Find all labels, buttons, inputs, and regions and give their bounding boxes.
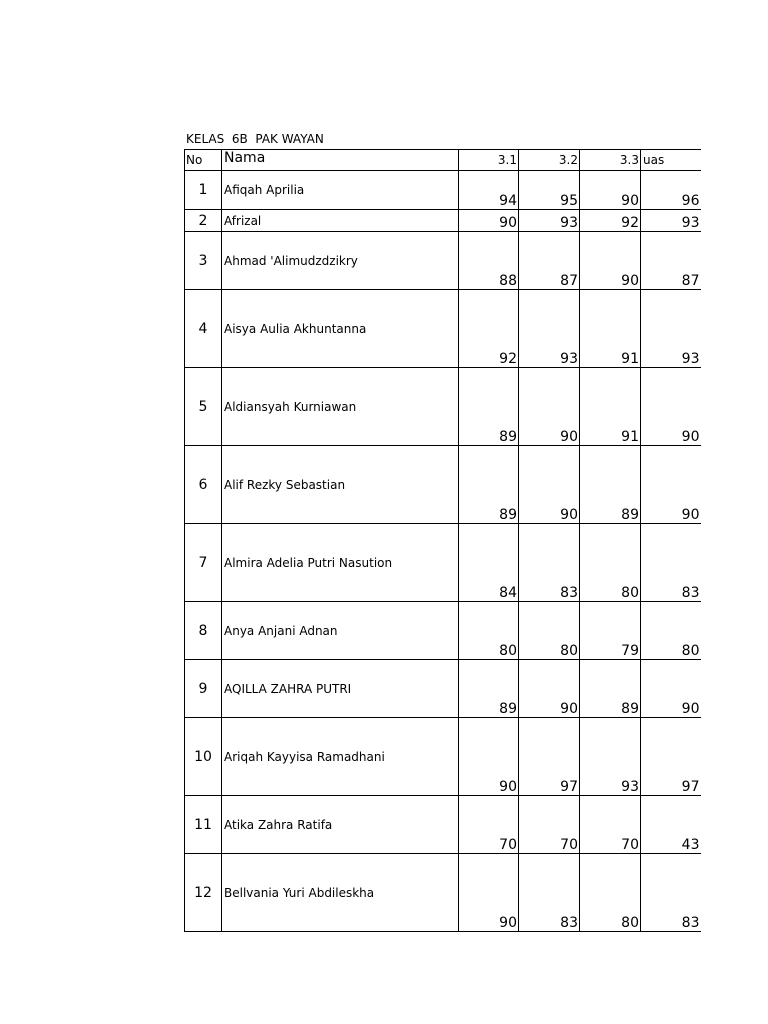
score-3-3: 91 bbox=[580, 368, 641, 446]
score-3-3: 92 bbox=[580, 210, 641, 232]
row-number: 2 bbox=[185, 210, 222, 232]
row-number: 10 bbox=[185, 718, 222, 796]
score-uas: 90 bbox=[641, 446, 701, 524]
row-number: 6 bbox=[185, 446, 222, 524]
score-uas: 87 bbox=[641, 232, 701, 290]
row-number: 7 bbox=[185, 524, 222, 602]
table-row bbox=[185, 524, 701, 602]
header-row bbox=[185, 150, 701, 171]
score-3-1: 70 bbox=[459, 796, 519, 854]
row-number: 11 bbox=[185, 796, 222, 854]
score-uas: 83 bbox=[641, 854, 701, 932]
score-3-1: 90 bbox=[459, 210, 519, 232]
header-score-3-1: 3.1 bbox=[459, 150, 519, 171]
score-3-3: 80 bbox=[580, 524, 641, 602]
score-uas: 93 bbox=[641, 290, 701, 368]
score-3-3: 91 bbox=[580, 290, 641, 368]
score-3-1: 80 bbox=[459, 602, 519, 660]
score-3-1: 89 bbox=[459, 660, 519, 718]
table-row bbox=[185, 368, 701, 446]
score-3-2: 90 bbox=[519, 660, 580, 718]
score-uas: 96 bbox=[641, 171, 701, 210]
score-3-1: 88 bbox=[459, 232, 519, 290]
score-3-2: 83 bbox=[519, 524, 580, 602]
table-row bbox=[185, 602, 701, 660]
table-row bbox=[185, 232, 701, 290]
score-uas: 90 bbox=[641, 368, 701, 446]
score-3-1: 89 bbox=[459, 368, 519, 446]
score-3-2: 90 bbox=[519, 368, 580, 446]
score-3-3: 70 bbox=[580, 796, 641, 854]
row-number: 9 bbox=[185, 660, 222, 718]
score-3-3: 80 bbox=[580, 854, 641, 932]
table-row bbox=[185, 446, 701, 524]
table-row bbox=[185, 290, 701, 368]
score-3-2: 70 bbox=[519, 796, 580, 854]
table-row bbox=[185, 854, 701, 932]
student-name: Ahmad 'Alimudzdzikry bbox=[222, 232, 459, 290]
score-3-1: 94 bbox=[459, 171, 519, 210]
score-3-2: 93 bbox=[519, 290, 580, 368]
header-score-3-3: 3.3 bbox=[580, 150, 641, 171]
score-3-2: 95 bbox=[519, 171, 580, 210]
score-3-1: 90 bbox=[459, 854, 519, 932]
student-name: Almira Adelia Putri Nasution bbox=[222, 524, 459, 602]
score-3-3: 90 bbox=[580, 232, 641, 290]
score-3-3: 90 bbox=[580, 171, 641, 210]
student-name: Ariqah Kayyisa Ramadhani bbox=[222, 718, 459, 796]
score-uas: 93 bbox=[641, 210, 701, 232]
score-3-3: 89 bbox=[580, 660, 641, 718]
row-number: 5 bbox=[185, 368, 222, 446]
student-name: Afrizal bbox=[222, 210, 459, 232]
score-3-1: 92 bbox=[459, 290, 519, 368]
score-3-3: 89 bbox=[580, 446, 641, 524]
row-number: 3 bbox=[185, 232, 222, 290]
row-number: 1 bbox=[185, 171, 222, 210]
row-number: 4 bbox=[185, 290, 222, 368]
score-uas: 90 bbox=[641, 660, 701, 718]
score-3-2: 83 bbox=[519, 854, 580, 932]
student-name: Aisya Aulia Akhuntanna bbox=[222, 290, 459, 368]
score-uas: 80 bbox=[641, 602, 701, 660]
student-name: Alif Rezky Sebastian bbox=[222, 446, 459, 524]
score-uas: 43 bbox=[641, 796, 701, 854]
table-row bbox=[185, 718, 701, 796]
score-3-3: 79 bbox=[580, 602, 641, 660]
student-name: Aldiansyah Kurniawan bbox=[222, 368, 459, 446]
grades-table bbox=[184, 149, 701, 932]
score-3-2: 90 bbox=[519, 446, 580, 524]
row-number: 8 bbox=[185, 602, 222, 660]
score-3-2: 80 bbox=[519, 602, 580, 660]
score-3-1: 90 bbox=[459, 718, 519, 796]
score-3-2: 87 bbox=[519, 232, 580, 290]
table-row bbox=[185, 210, 701, 232]
score-3-1: 89 bbox=[459, 446, 519, 524]
score-3-2: 97 bbox=[519, 718, 580, 796]
table-row bbox=[185, 796, 701, 854]
student-name: Anya Anjani Adnan bbox=[222, 602, 459, 660]
score-uas: 97 bbox=[641, 718, 701, 796]
table-row bbox=[185, 171, 701, 210]
table-row bbox=[185, 660, 701, 718]
score-3-3: 93 bbox=[580, 718, 641, 796]
student-name: Afiqah Aprilia bbox=[222, 171, 459, 210]
header-uas: uas bbox=[641, 150, 701, 171]
student-name: Atika Zahra Ratifa bbox=[222, 796, 459, 854]
score-uas: 83 bbox=[641, 524, 701, 602]
header-no: No bbox=[185, 150, 222, 171]
score-3-1: 84 bbox=[459, 524, 519, 602]
header-name: Nama bbox=[222, 150, 459, 171]
row-number: 12 bbox=[185, 854, 222, 932]
header-score-3-2: 3.2 bbox=[519, 150, 580, 171]
score-3-2: 93 bbox=[519, 210, 580, 232]
sheet-title: KELAS 6B PAK WAYAN bbox=[186, 132, 324, 146]
student-name: AQILLA ZAHRA PUTRI bbox=[222, 660, 459, 718]
student-name: Bellvania Yuri Abdileskha bbox=[222, 854, 459, 932]
